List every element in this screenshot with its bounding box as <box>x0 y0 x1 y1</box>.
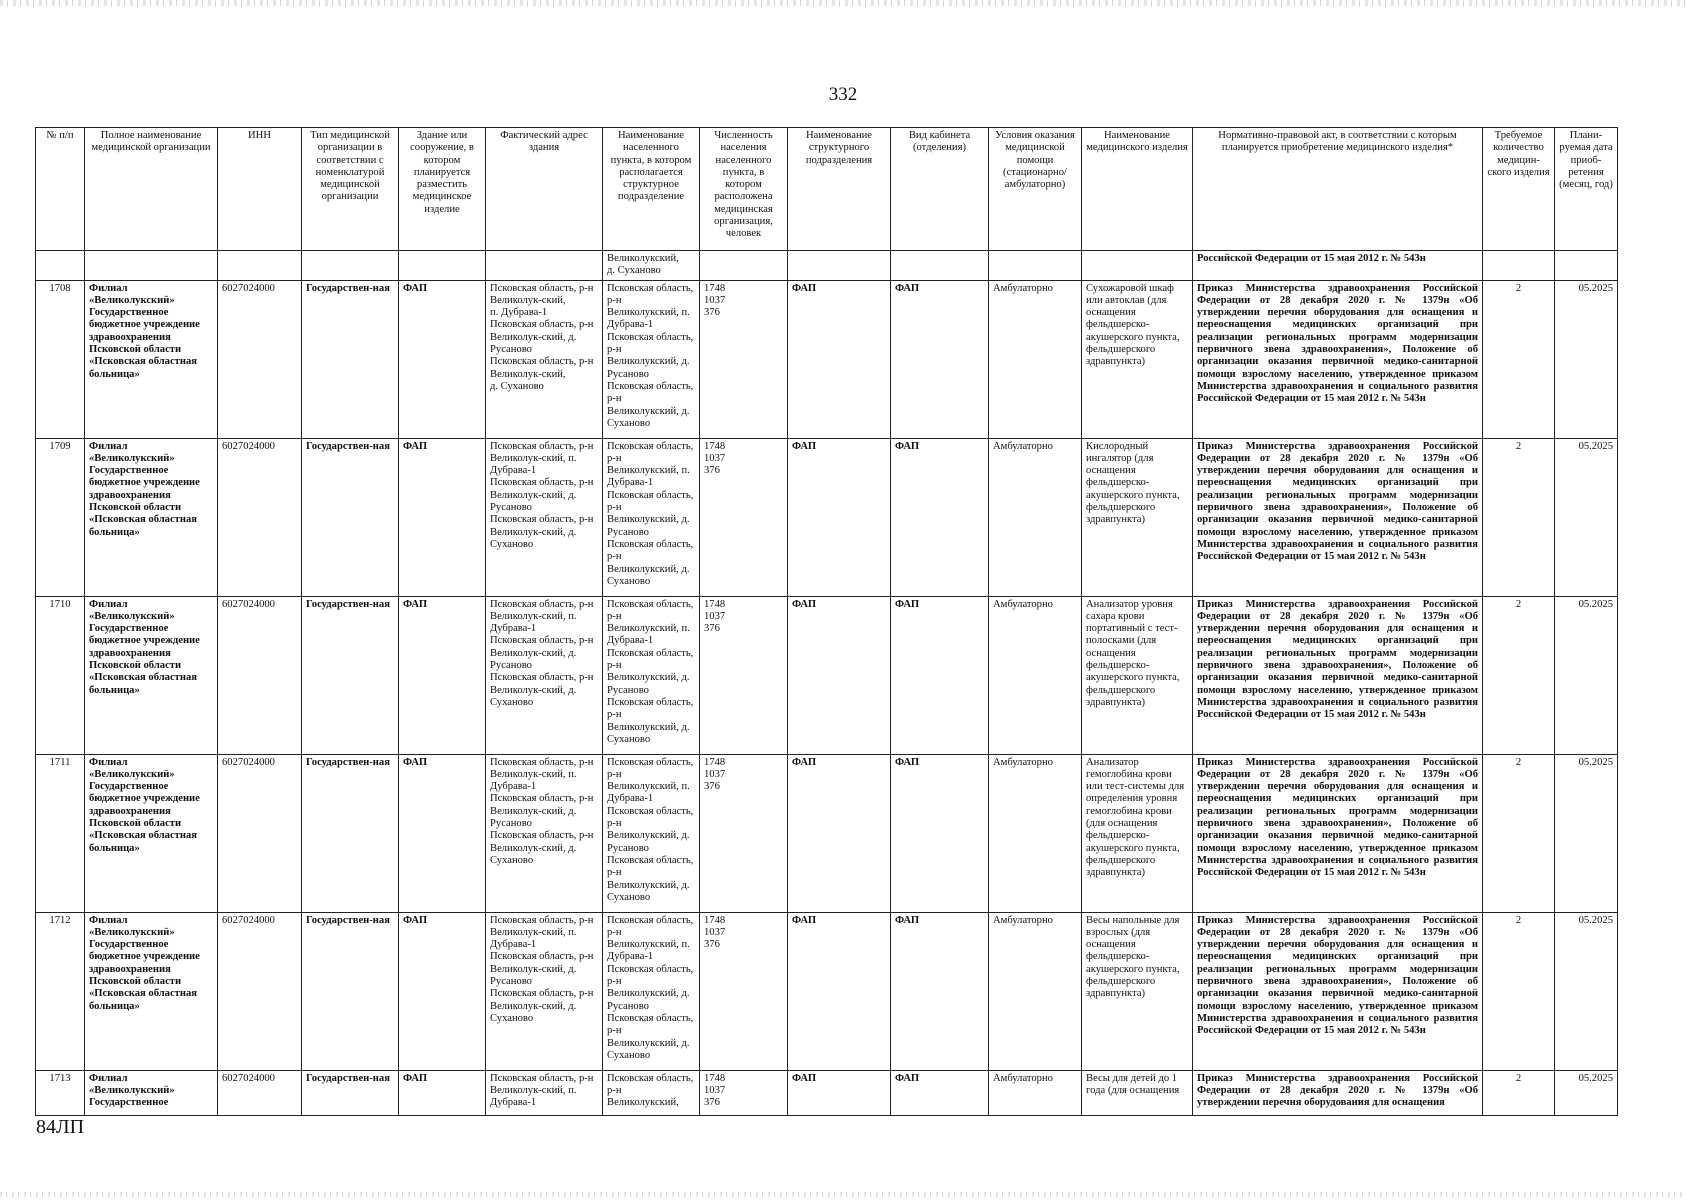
cell-device: Анализатор уровня сахара крови портативный с тест-полосками (для оснащения фельдшерско-акушерского пункта, фельдшерского здравпункта) <box>1082 596 1193 754</box>
cell-address: Псковская область, р-н Великолук-ский, п. Дубрава-1 Псковская область, р-н Великолук-ский, д. Русаново Псковская область, р-н Великолук-ский, д. Суханово <box>486 596 603 754</box>
cell-settlement: Псковская область, р-н Великолукский, п. Дубрава-1 Псковская область, р-н Великолукский, д. Русаново Псковская область, р-н Великолукский, д. Суханово <box>603 912 700 1070</box>
cell-empty <box>700 251 788 281</box>
cell-inn: 6027024000 <box>218 1070 302 1115</box>
cell-org-type: Государствен-ная <box>302 1070 399 1115</box>
cell-building: ФАП <box>399 912 486 1070</box>
header-conditions: Условия оказания медицинской помощи (стационарно/ амбулаторно) <box>989 128 1082 251</box>
table-row <box>36 280 1618 438</box>
cell-org-type: Государствен-ная <box>302 912 399 1070</box>
header-settlement: Наименование населенного пункта, в котором располагается структурное подразделение <box>603 128 700 251</box>
cell-cabinet: ФАП <box>891 596 989 754</box>
cell-building: ФАП <box>399 438 486 596</box>
cell-legal-act: Приказ Министерства здравоохранения Российской Федерации от 28 декабря 2020 г. № 1379н «Об утверждении перечня оборудования для оснащения и переоснащения медицинских организаций при реализации региональных программ модернизации первичного звена здравоохранения», Положение об организации оказания первичной медико-санитарной помощи взрослому населению, утвержденное приказом Министерства здравоохранения и социального развития Российской Федерации от 15 мая 2012 г. № 543н <box>1193 912 1483 1070</box>
cell-cabinet: ФАП <box>891 280 989 438</box>
cell-address: Псковская область, р-н Великолук-ский, п. Дубрава-1 Псковская область, р-н Великолук-ский, д. Русаново Псковская область, р-н Великолук-ский, д. Суханово <box>486 754 603 912</box>
cell-legal-act: Приказ Министерства здравоохранения Российской Федерации от 28 декабря 2020 г. № 1379н «Об утверждении перечня оборудования для оснащения и переоснащения медицинских организаций при реализации региональных программ модернизации первичного звена здравоохранения», Положение об организации оказания первичной медико-санитарной помощи взрослому населению, утвержденное приказом Министерства здравоохранения и социального развития Российской Федерации от 15 мая 2012 г. № 543н <box>1193 754 1483 912</box>
table-row <box>36 596 1618 754</box>
cell-empty <box>891 251 989 281</box>
cell-building: ФАП <box>399 1070 486 1115</box>
cell-subdivision: ФАП <box>788 912 891 1070</box>
cell-empty <box>788 251 891 281</box>
cell-empty <box>36 251 85 281</box>
cell-org-name: Филиал «Великолукский» Государственное бюджетное учреждение здравоохранения Псковской области «Псковская областная больница» <box>85 280 218 438</box>
cell-date: 05.2025 <box>1555 912 1618 1070</box>
cell-date: 05.2025 <box>1555 1070 1618 1115</box>
cell-population: 1748 1037 376 <box>700 280 788 438</box>
cell-address: Псковская область, р-н Великолук-ский, п. Дубрава-1 Псковская область, р-н Великолук-ский, д. Русаново Псковская область, р-н Великолук-ский, д. Суханово <box>486 912 603 1070</box>
cell-settlement: Псковская область, р-н Великолукский, п. Дубрава-1 Псковская область, р-н Великолукский, д. Русаново Псковская область, р-н Великолукский, д. Суханово <box>603 280 700 438</box>
cell-legal-act: Приказ Министерства здравоохранения Российской Федерации от 28 декабря 2020 г. № 1379н «Об утверждении перечня оборудования для оснащения <box>1193 1070 1483 1115</box>
cell-org-name: Филиал «Великолукский» Государственное бюджетное учреждение здравоохранения Псковской области «Псковская областная больница» <box>85 596 218 754</box>
cell-num: 1712 <box>36 912 85 1070</box>
header-date: Плани-руемая дата приоб-ретения (месяц, год) <box>1555 128 1618 251</box>
cell-subdivision: ФАП <box>788 754 891 912</box>
cell-num: 1713 <box>36 1070 85 1115</box>
cell-quantity: 2 <box>1483 438 1555 596</box>
header-cabinet: Вид кабинета (отделения) <box>891 128 989 251</box>
cell-device: Анализатор гемоглобина крови или тест-системы для определения уровня гемоглобина крови (для оснащения фельдшерско-акушерского пункта, фельдшерского здравпункта) <box>1082 754 1193 912</box>
cell-date: 05.2025 <box>1555 596 1618 754</box>
cell-address: Псковская область, р-н Великолук-ский, п. Дубрава-1 Псковская область, р-н Великолук-ский, д. Русаново Псковская область, р-н Великолук-ский, д. Суханово <box>486 438 603 596</box>
cell-population: 1748 1037 376 <box>700 438 788 596</box>
cell-date: 05.2025 <box>1555 754 1618 912</box>
header-org-name: Полное наименование медицинской организации <box>85 128 218 251</box>
scan-edge-bottom <box>0 1192 1686 1197</box>
cell-device: Весы напольные для взрослых (для оснащения фельдшерско-акушерского пункта, фельдшерского здравпункта) <box>1082 912 1193 1070</box>
cell-population: 1748 1037 376 <box>700 1070 788 1115</box>
cell-num: 1708 <box>36 280 85 438</box>
cell-address: Псковская область, р-н Великолук-ский, п. Дубрава-1 Псковская область, р-н Великолук-ский, д. Русаново Псковская область, р-н Великолук-ский, д. Суханово <box>486 280 603 438</box>
cell-empty <box>989 251 1082 281</box>
cell-empty <box>486 251 603 281</box>
cell-legal-act: Приказ Министерства здравоохранения Российской Федерации от 28 декабря 2020 г. № 1379н «Об утверждении перечня оборудования для оснащения и переоснащения медицинских организаций при реализации региональных программ модернизации первичного звена здравоохранения», Положение об организации оказания первичной медико-санитарной помощи взрослому населению, утвержденное приказом Министерства здравоохранения и социального развития Российской Федерации от 15 мая 2012 г. № 543н <box>1193 280 1483 438</box>
continuation-row <box>36 251 1618 281</box>
cell-inn: 6027024000 <box>218 280 302 438</box>
cell-conditions: Амбулаторно <box>989 1070 1082 1115</box>
cell-legal-act: Приказ Министерства здравоохранения Российской Федерации от 28 декабря 2020 г. № 1379н «Об утверждении перечня оборудования для оснащения и переоснащения медицинских организаций при реализации региональных программ модернизации первичного звена здравоохранения», Положение об организации оказания первичной медико-санитарной помощи взрослому населению, утвержденное приказом Министерства здравоохранения и социального развития Российской Федерации от 15 мая 2012 г. № 543н <box>1193 596 1483 754</box>
cell-cabinet: ФАП <box>891 754 989 912</box>
header-legal-act: Нормативно-правовой акт, в соответствии с которым планируется приобретение медицинского изделия* <box>1193 128 1483 251</box>
cell-org-type: Государствен-ная <box>302 280 399 438</box>
cell-subdivision: ФАП <box>788 438 891 596</box>
cell-org-name: Филиал «Великолукский» Государственное <box>85 1070 218 1115</box>
header-population: Численность населения населенного пункта, в котором расположена медицинская организация, человек <box>700 128 788 251</box>
cell-empty <box>1555 251 1618 281</box>
cell-settlement: Великолукский, д. Суханово <box>603 251 700 281</box>
cell-empty <box>1082 251 1193 281</box>
cell-inn: 6027024000 <box>218 912 302 1070</box>
cell-device: Весы для детей до 1 года (для оснащения <box>1082 1070 1193 1115</box>
header-address: Фактический адрес здания <box>486 128 603 251</box>
cell-quantity: 2 <box>1483 1070 1555 1115</box>
page-number: 332 <box>828 84 858 105</box>
table-row <box>36 1070 1618 1115</box>
table-row <box>36 438 1618 596</box>
cell-settlement: Псковская область, р-н Великолукский, п. Дубрава-1 Псковская область, р-н Великолукский, д. Русаново Псковская область, р-н Великолукский, д. Суханово <box>603 438 700 596</box>
cell-subdivision: ФАП <box>788 596 891 754</box>
cell-num: 1711 <box>36 754 85 912</box>
cell-quantity: 2 <box>1483 754 1555 912</box>
cell-empty <box>399 251 486 281</box>
cell-population: 1748 1037 376 <box>700 754 788 912</box>
scan-edge-top <box>0 0 1686 6</box>
cell-conditions: Амбулаторно <box>989 280 1082 438</box>
footer-document-code: 84ЛП <box>36 1116 85 1138</box>
cell-inn: 6027024000 <box>218 754 302 912</box>
cell-settlement: Псковская область, р-н Великолукский, <box>603 1070 700 1115</box>
header-num: № п/п <box>36 128 85 251</box>
cell-org-name: Филиал «Великолукский» Государственное бюджетное учреждение здравоохранения Псковской области «Псковская областная больница» <box>85 754 218 912</box>
cell-subdivision: ФАП <box>788 280 891 438</box>
cell-conditions: Амбулаторно <box>989 438 1082 596</box>
cell-conditions: Амбулаторно <box>989 596 1082 754</box>
cell-building: ФАП <box>399 596 486 754</box>
cell-settlement: Псковская область, р-н Великолукский, п. Дубрава-1 Псковская область, р-н Великолукский, д. Русаново Псковская область, р-н Великолукский, д. Суханово <box>603 596 700 754</box>
cell-quantity: 2 <box>1483 280 1555 438</box>
cell-conditions: Амбулаторно <box>989 754 1082 912</box>
cell-org-type: Государствен-ная <box>302 438 399 596</box>
cell-conditions: Амбулаторно <box>989 912 1082 1070</box>
cell-inn: 6027024000 <box>218 596 302 754</box>
header-subdivision: Наименование структурного подразделения <box>788 128 891 251</box>
cell-legal-act: Российской Федерации от 15 мая 2012 г. № 543н <box>1193 251 1483 281</box>
cell-org-type: Государствен-ная <box>302 596 399 754</box>
table-row <box>36 912 1618 1070</box>
cell-device: Кислородный ингалятор (для оснащения фельдшерско-акушерского пункта, фельдшерского здравпункта) <box>1082 438 1193 596</box>
cell-legal-act: Приказ Министерства здравоохранения Российской Федерации от 28 декабря 2020 г. № 1379н «Об утверждении перечня оборудования для оснащения и переоснащения медицинских организаций при реализации региональных программ модернизации первичного звена здравоохранения», Положение об организации оказания первичной медико-санитарной помощи взрослому населению, утвержденное приказом Министерства здравоохранения и социального развития Российской Федерации от 15 мая 2012 г. № 543н <box>1193 438 1483 596</box>
cell-quantity: 2 <box>1483 596 1555 754</box>
cell-address: Псковская область, р-н Великолук-ский, п. Дубрава-1 <box>486 1070 603 1115</box>
equipment-register-table <box>35 127 1618 1116</box>
cell-inn: 6027024000 <box>218 438 302 596</box>
header-device: Наименование медицинского изделия <box>1082 128 1193 251</box>
cell-cabinet: ФАП <box>891 438 989 596</box>
header-org-type: Тип медицинской организации в соответствии с номенклатурой медицинской организации <box>302 128 399 251</box>
header-inn: ИНН <box>218 128 302 251</box>
cell-population: 1748 1037 376 <box>700 596 788 754</box>
cell-org-type: Государствен-ная <box>302 754 399 912</box>
cell-date: 05.2025 <box>1555 280 1618 438</box>
cell-date: 05.2025 <box>1555 438 1618 596</box>
cell-population: 1748 1037 376 <box>700 912 788 1070</box>
header-quantity: Требуемое количество медицин-ского изделия <box>1483 128 1555 251</box>
cell-org-name: Филиал «Великолукский» Государственное бюджетное учреждение здравоохранения Псковской области «Псковская областная больница» <box>85 912 218 1070</box>
cell-empty <box>1483 251 1555 281</box>
cell-subdivision: ФАП <box>788 1070 891 1115</box>
table-row <box>36 754 1618 912</box>
cell-building: ФАП <box>399 280 486 438</box>
cell-cabinet: ФАП <box>891 1070 989 1115</box>
cell-org-name: Филиал «Великолукский» Государственное бюджетное учреждение здравоохранения Псковской области «Псковская областная больница» <box>85 438 218 596</box>
cell-device: Сухожаровой шкаф или автоклав (для оснащения фельдшерско-акушерского пункта, фельдшерского здравпункта) <box>1082 280 1193 438</box>
cell-quantity: 2 <box>1483 912 1555 1070</box>
cell-empty <box>85 251 218 281</box>
header-building: Здание или сооружение, в котором планируется разместить медицинское изделие <box>399 128 486 251</box>
cell-building: ФАП <box>399 754 486 912</box>
cell-num: 1709 <box>36 438 85 596</box>
cell-empty <box>218 251 302 281</box>
table-header-row <box>36 128 1618 251</box>
cell-empty <box>302 251 399 281</box>
cell-cabinet: ФАП <box>891 912 989 1070</box>
cell-settlement: Псковская область, р-н Великолукский, п. Дубрава-1 Псковская область, р-н Великолукский, д. Русаново Псковская область, р-н Великолукский, д. Суханово <box>603 754 700 912</box>
cell-num: 1710 <box>36 596 85 754</box>
